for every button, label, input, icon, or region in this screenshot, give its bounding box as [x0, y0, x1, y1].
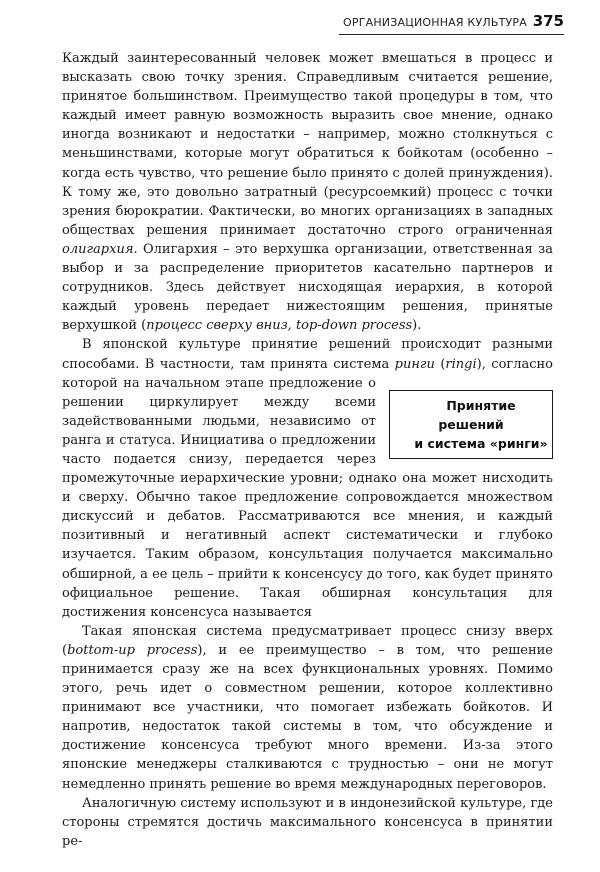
margin-note-line-1: Принятие решений [438, 398, 516, 433]
paragraph-3: Такая японская система предусматривает процесс снизу вверх (bottom-up process), и ее преимущество – в том, что решение принимается сразу же на всех функциональных уровнях. Помимо этого, речь идет о совместном решении, которое коллективно принимают все участники, что помогает избежать бойкотов. И напротив, недостаток такой системы в том, что обсуждение и достижение консенсуса требуют много времени. Из-за этого японские менеджеры сталкиваются с трудностью – они не могут немедленно принять решение во время международных переговоров. [62, 623, 553, 792]
paragraph-2: Принятие решений и система «ринги» В японской культуре принятие решений происходит разными способами. В частности, там принята система ринги (ringi), согласно которой на начальном этапе предложение о решении циркулирует между всеми задействованными людьми, независимо от ранга и статуса. Инициатива о предложении часто подается снизу, передается через промежуточные иерархические уровни; однако она может нисходить и сверху. Обычно такое предложение сопровождается множеством дискуссий и дебатов. Рассматриваются все мнения, и каждый позитивный и негативный аспект систематически и глубоко изучается. Таким образом, консультация получается максимально обширной, а ее цель – прийти к консенсусу до того, как будет принято официальное решение. Такая обширная консультация для достижения консенсуса называется [62, 337, 553, 620]
page-number: 375 [532, 12, 564, 30]
running-title: ОРГАНИЗАЦИОННАЯ КУЛЬТУРА [343, 16, 527, 29]
margin-note-box [389, 390, 553, 459]
body-text [62, 49, 553, 851]
paragraph-4: Аналогичную систему используют и в индонезийской культуре, где стороны стремятся достичь максимального консенсуса в принятии ре- [62, 795, 553, 849]
margin-note-line-2: и система «ринги» [414, 436, 548, 452]
running-header [339, 12, 564, 35]
paragraph-1: Каждый заинтересованный человек может вмешаться в процесс и высказать свою точку зрения. Справедливым считается решение, принятое большинством. Преимущество такой процедуры в том, что каждый имеет равную возможность выразить свое мнение, однако иногда возникают и недостатки – например, можно столкнуться с меньшинствами, которые могут обратиться к бойкотам (особенно – когда есть чувство, что решение было принято с долей принуждения). К тому же, это довольно затратный (ресурсоемкий) процесс с точки зрения бюрократии. Фактически, во многих организациях в западных обществах решения принимает достаточно строго ограниченная олигархия. Олигархия – это верхушка организации, ответственная за выбор и за распределение приоритетов касательно партнеров и сотрудников. Здесь действует нисходящая иерархия, в которой каждый уровень передает нижестоящим решения, принятые верхушкой (процесс сверху вниз, top-down process). [62, 51, 553, 334]
